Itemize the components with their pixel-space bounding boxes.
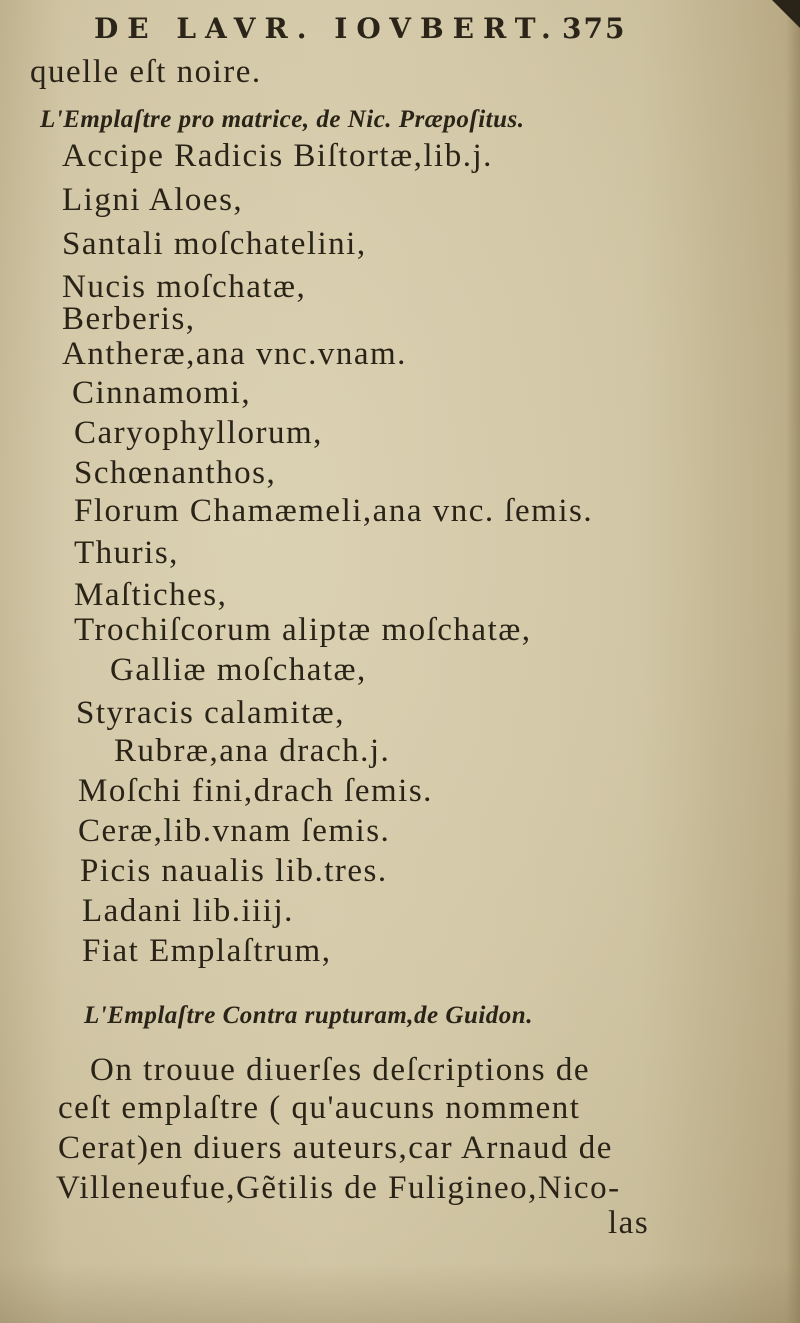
text-line: las — [608, 1205, 650, 1241]
ingredient-line: Moſchi fini,drach ſemis. — [78, 773, 433, 809]
ingredient-line: Trochiſcorum aliptæ moſchatæ, — [74, 612, 532, 648]
recipe-heading: L'Emplaſtre pro matrice, de Nic. Præpoſitus. — [40, 106, 525, 133]
ingredient-line: Thuris, — [74, 535, 179, 571]
text-line: Cerat)en diuers auteurs,car Arnaud de — [58, 1130, 613, 1166]
ingredient-line: Galliæ moſchatæ, — [110, 652, 367, 688]
ingredient-line: Maſtiches, — [74, 577, 228, 613]
ingredient-line: Fiat Emplaſtrum, — [82, 933, 332, 969]
running-title: DE LAVR. IOVBERT. — [94, 12, 560, 45]
text-line: quelle eſt noire. — [30, 54, 262, 90]
recipe-heading: L'Emplaſtre Contra rupturam,de Guidon. — [84, 1002, 533, 1029]
text-line: Villeneufue,Gẽtilis de Fuligineo,Nico- — [56, 1170, 621, 1206]
ingredient-line: Santali moſchatelini, — [62, 226, 367, 262]
ingredient-line: Caryophyllorum, — [74, 415, 323, 451]
page-corner — [772, 0, 800, 28]
ingredient-line: Ligni Aloes, — [62, 182, 244, 218]
ingredient-line: Antheræ,ana vnc.vnam. — [62, 336, 407, 372]
text-line: ceſt emplaſtre ( qu'aucuns nomment — [58, 1090, 581, 1126]
page-number: 375 — [562, 12, 627, 45]
ingredient-line: Berberis, — [62, 301, 196, 337]
ingredient-line: Nucis moſchatæ, — [62, 269, 307, 305]
ingredient-line: Accipe Radicis Biſtortæ,lib.j. — [62, 138, 493, 174]
ingredient-line: Schœnanthos, — [74, 455, 277, 491]
ingredient-line: Ceræ,lib.vnam ſemis. — [78, 813, 391, 849]
ingredient-line: Florum Chamæmeli,ana vnc. ſemis. — [74, 493, 594, 529]
ingredient-line: Cinnamomi, — [72, 375, 252, 411]
ingredient-line: Ladani lib.iiij. — [82, 893, 294, 929]
page-bottom-shadow — [0, 1263, 800, 1323]
ingredient-line: Rubræ,ana drach.j. — [114, 733, 391, 769]
ingredient-line: Styracis calamitæ, — [76, 695, 345, 731]
page-edge-shadow — [786, 0, 800, 1323]
text-line: On trouue diuerſes deſcriptions de — [90, 1052, 591, 1088]
ingredient-line: Picis naualis lib.tres. — [80, 853, 388, 889]
